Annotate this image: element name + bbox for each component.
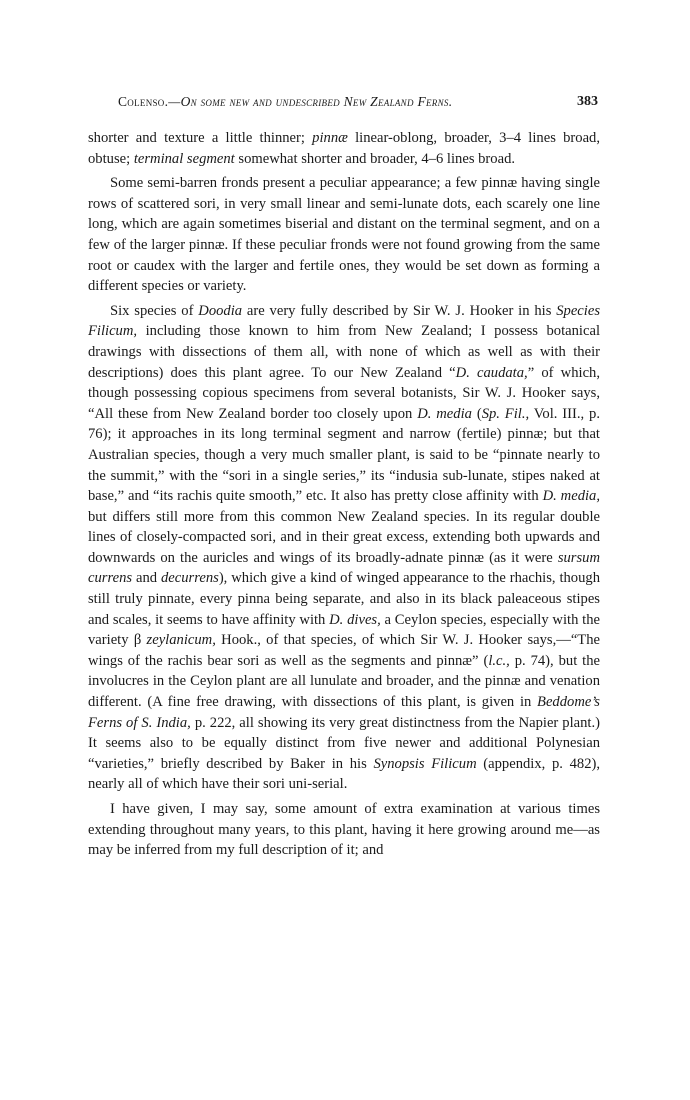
running-head-author <box>118 92 452 112</box>
page-number: 383 <box>577 94 598 109</box>
italic-text-run: Species Filicum, <box>88 302 600 340</box>
italic-text-run: Synopsis Filicum <box>373 755 477 772</box>
italic-text-run: sursum currens <box>88 549 600 587</box>
text-run: Some semi-barren fronds present a peculiar appearance; a few pinnæ having single rows of scattered sori, in very small linear and semi-lunate dots, each scarely one line long, which are again sometimes biserial and distant on the terminal segment, and on a few of the larger pinnæ. If these peculiar fronds were not found growing from the same root or caudex with the larger and fertile ones, they would be set down as forming a different species or variety. <box>88 175 600 295</box>
text-run: somewhat shorter and broader, 4–6 lines broad. <box>234 150 516 167</box>
italic-text-run: pinnæ <box>312 130 348 146</box>
text-run: p. 222, all showing its very great distinctness from the Napier plant.) It seems also to be equally distinct from five newer and additional Polynesian “varieties,” briefly described by Baker in his <box>88 714 600 772</box>
paragraph-2 <box>88 173 600 297</box>
text-run: Hook., of that species, of which Sir W. J. Hooker says,—“The wings of the rachis bear sori as well as the segments and pinnæ” ( <box>88 632 600 669</box>
text-run: p. 74), but the involucres in the Ceylon plant are all lunulate and broader, and the pinnæ and venation different. (A fine free drawing, with dissections of this plant, is given in <box>88 652 600 711</box>
text-run: ), which give a kind of winged appearance to the rhachis, though still truly pinnate, every pinna being separate, and also in its black paleaceous stipes and scales, it seems to have affinity with <box>88 570 600 628</box>
italic-text-run: D. media, <box>542 488 600 505</box>
running-head <box>88 92 598 112</box>
italic-text-run: D. caudata, <box>455 364 528 381</box>
italic-text-run: terminal segment <box>133 150 235 167</box>
text-run: a Ceylon species, especially with the variety β <box>88 611 600 649</box>
text-run: shorter and texture a little thinner; <box>88 130 313 146</box>
paragraph-3 <box>88 301 600 795</box>
paragraph-1 <box>88 128 600 169</box>
running-head-author-name: Colenso. <box>118 94 169 109</box>
italic-text-run: l.c., <box>488 652 510 669</box>
text-run: ” of which, though possessing copious specimens from several botanists, Sir W. J. Hooker says, “All these from New Zealand border too closely upon <box>88 364 600 422</box>
text-run: I have given, I may say, some amount of extra examination at various times extending throughout many years, to this plant, having it here growing around me—as may be inferred from my full description of it; and <box>88 801 600 859</box>
text-run: (appendix, p. 482), nearly all of which have their sori uni-serial. <box>88 755 600 793</box>
italic-text-run: zeylanicum, <box>146 632 216 649</box>
text-run: but differs still more from this common New Zealand species. In its regular double lines of closely-compacted sori, and in their great excess, extending both upwards and downwards on the auricles and wings of its broadly-adnate pinnæ (as it were <box>88 508 600 566</box>
italic-text-run: D. media <box>417 405 472 422</box>
italic-text-run: decurrens <box>160 570 219 587</box>
paragraph-4 <box>88 799 600 861</box>
text-run: ( <box>471 405 482 422</box>
text-run: linear-oblong, broader, 3–4 lines broad, obtuse; <box>88 130 600 167</box>
italic-text-run: Beddome’s Ferns of S. India, <box>88 694 600 731</box>
italic-text-run: Doodia <box>198 302 243 319</box>
italic-text-run: Sp. Fil., <box>481 405 530 422</box>
italic-text-run: D. dives, <box>329 611 381 628</box>
running-head-title: —On some new and undescribed New Zealand Ferns. <box>168 94 453 109</box>
body-text <box>88 128 600 861</box>
text-run: and <box>132 570 161 587</box>
text-run: including those known to him from New Zealand; I possess botanical drawings with dissections of them all, with none of which as well as with their descriptions) does this plant agree. To our New Zealand “ <box>88 323 600 381</box>
text-run: Six species of <box>110 302 199 319</box>
text-run: Vol. III., p. 76); it approaches in its long terminal segment and narrow (fertile) pinnæ; but that Australian species, though a very much smaller plant, is said to be “pinnate nearly to the summit,” with the “sori in a single series,” its “indusia sub-lunate, stipes naked at base,” and “its rachis quite smooth,” etc. It also has pretty close affinity with <box>88 405 600 505</box>
text-run: are very fully described by Sir W. J. Hooker in his <box>242 302 557 319</box>
